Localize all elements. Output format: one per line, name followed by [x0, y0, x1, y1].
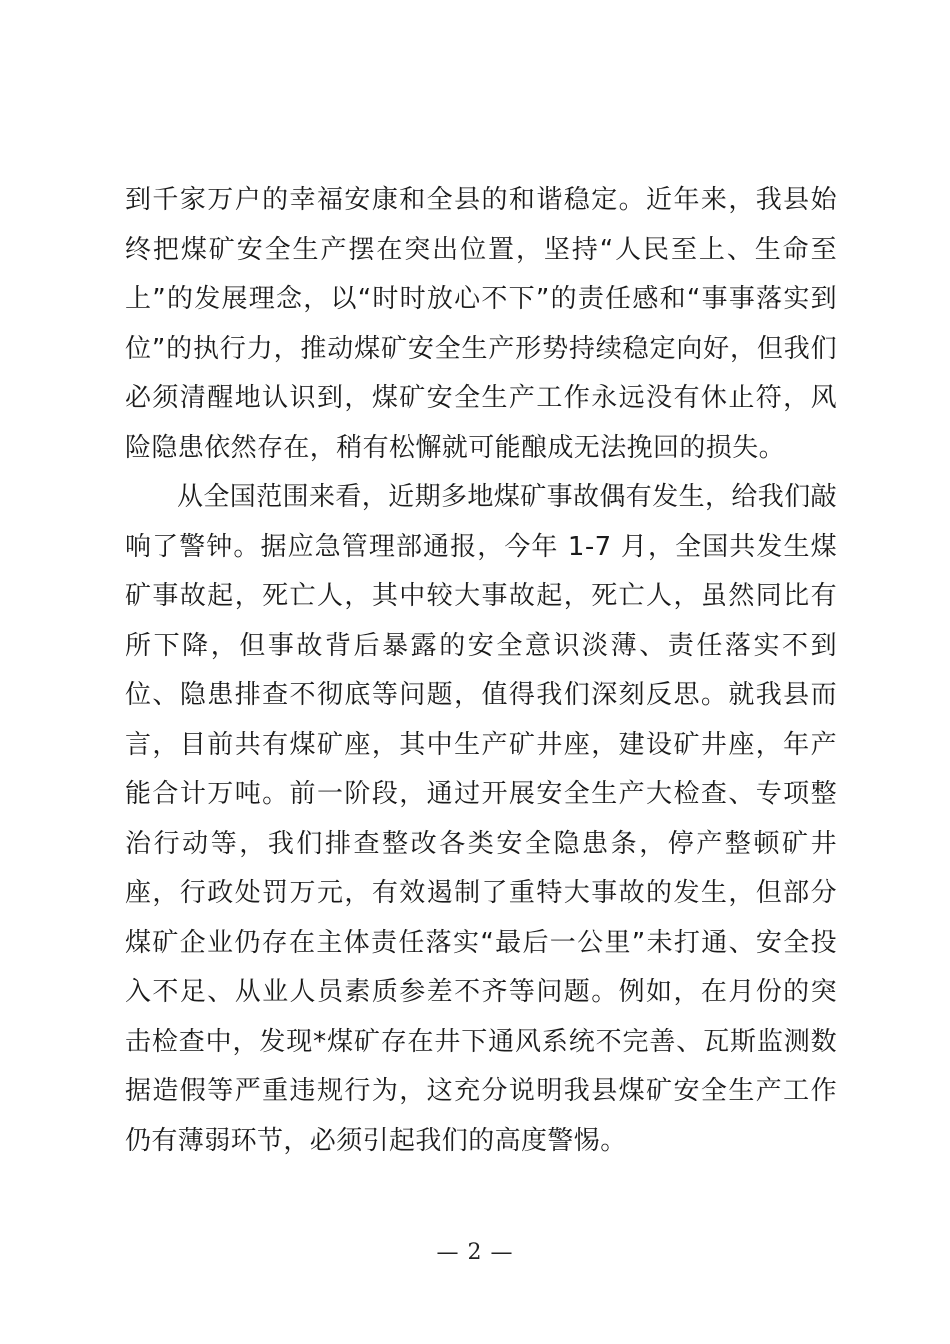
- page-number: — 2 —: [436, 1240, 514, 1265]
- paragraph-1: 到千家万户的幸福安康和全县的和谐稳定。近年来，我县始终把煤矿安全生产摆在突出位置，坚持“人民至上、生命至上”的发展理念，以“时时放心不下”的责任感和“事事落实到位”的执行力，推动煤矿安全生产形势持续稳定向好，但我们必须清醒地认识到，煤矿安全生产工作永远没有休止符，风险隐患依然存在，稍有松懈就可能酿成无法挽回的损失。: [125, 185, 837, 463]
- paragraph-2: 从全国范围来看，近期多地煤矿事故偶有发生，给我们敲响了警钟。据应急管理部通报，今年 1-7 月，全国共发生煤矿事故起，死亡人，其中较大事故起，死亡人，虽然同比有所下降，但事故背后暴露的安全意识淡薄、责任落实不到位、隐患排查不彻底等问题，值得我们深刻反思。就我县而言，目前共有煤矿座，其中生产矿井座，建设矿井座，年产能合计万吨。前一阶段，通过开展安全生产大检查、专项整治行动等，我们排查整改各类安全隐患条，停产整顿矿井座，行政处罚万元，有效遏制了重特大事故的发生，但部分煤矿企业仍存在主体责任落实“最后一公里”未打通、安全投入不足、从业人员素质参差不齐等问题。例如，在月份的突击检查中，发现*煤矿存在井下通风系统不完善、瓦斯监测数据造假等严重违规行为，这充分说明我县煤矿安全生产工作仍有薄弱环节，必须引起我们的高度警惕。: [125, 482, 838, 1156]
- document-body: [125, 176, 837, 1166]
